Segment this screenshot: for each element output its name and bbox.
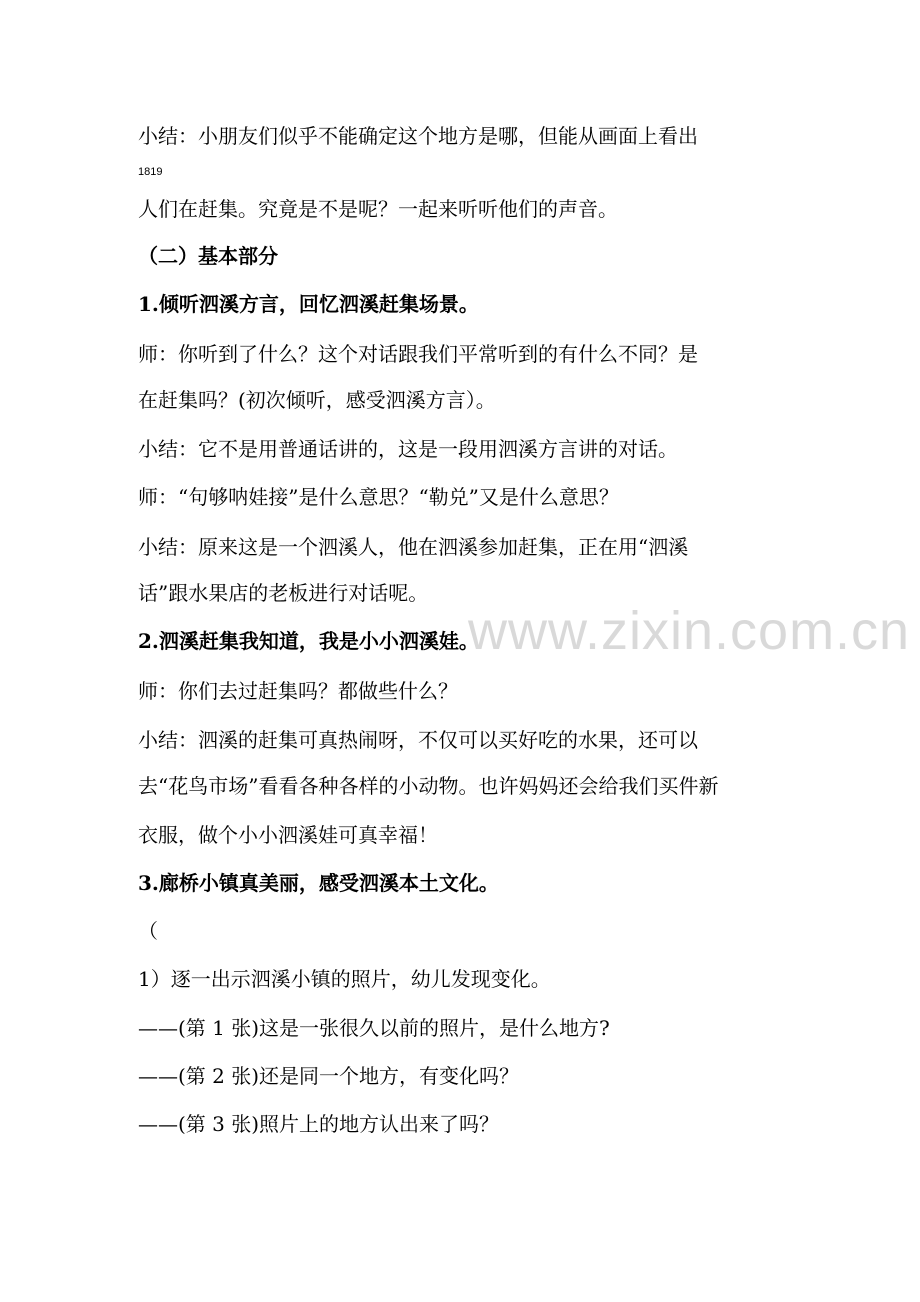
teacher-line-1: 师：你听到了什么？这个对话跟我们平常听到的有什么不同？是 (138, 342, 698, 366)
watermark: www.zixin.com.cn (468, 601, 911, 661)
photo-question-3: ——(第 3 张)照片上的地方认出来了吗？ (138, 1112, 500, 1136)
page-number: 1819 (138, 166, 163, 178)
teacher-line-2: 师：“句够呐娃接”是什么意思？“勒兑”又是什么意思？ (138, 485, 619, 509)
teacher-line-1-cont: 在赶集吗？(初次倾听，感受泗溪方言）。 (138, 388, 496, 412)
subheading-2: 2.泗溪赶集我知道，我是小小泗溪娃。 (138, 629, 479, 653)
summary-line-1: 小结：小朋友们似乎不能确定这个地方是哪，但能从画面上看出 (138, 124, 698, 148)
subheading-3: 3.廊桥小镇真美丽，感受泗溪本土文化。 (138, 871, 499, 895)
summary-line-5-cont: 去“花鸟市场”看看各种各样的小动物。也许妈妈还会给我们买件新 (138, 774, 719, 798)
summary-line-4-cont: 话”跟水果店的老板进行对话呢。 (138, 581, 429, 605)
summary-line-2: 人们在赶集。究竟是不是呢？一起来听听他们的声音。 (138, 197, 618, 221)
summary-line-4: 小结：原来这是一个泗溪人，他在泗溪参加赶集，正在用“泗溪 (138, 535, 689, 559)
teacher-line-3: 师：你们去过赶集吗？都做些什么？ (138, 679, 458, 703)
summary-line-5: 小结：泗溪的赶集可真热闹呀，不仅可以买好吃的水果，还可以 (138, 728, 698, 752)
step-1: 1）逐一出示泗溪小镇的照片，幼儿发现变化。 (138, 967, 551, 991)
subheading-1: 1.倾听泗溪方言，回忆泗溪赶集场景。 (138, 292, 479, 316)
section-heading: （二）基本部分 (138, 244, 278, 268)
summary-line-5-end: 衣服，做个小小泗溪娃可真幸福！ (138, 823, 438, 847)
photo-question-2: ——(第 2 张)还是同一个地方，有变化吗？ (138, 1064, 520, 1088)
paren-open: （ (138, 919, 158, 943)
summary-line-3: 小结：它不是用普通话讲的，这是一段用泗溪方言讲的对话。 (138, 437, 678, 461)
photo-question-1: ——(第 1 张)这是一张很久以前的照片，是什么地方? (138, 1016, 610, 1040)
